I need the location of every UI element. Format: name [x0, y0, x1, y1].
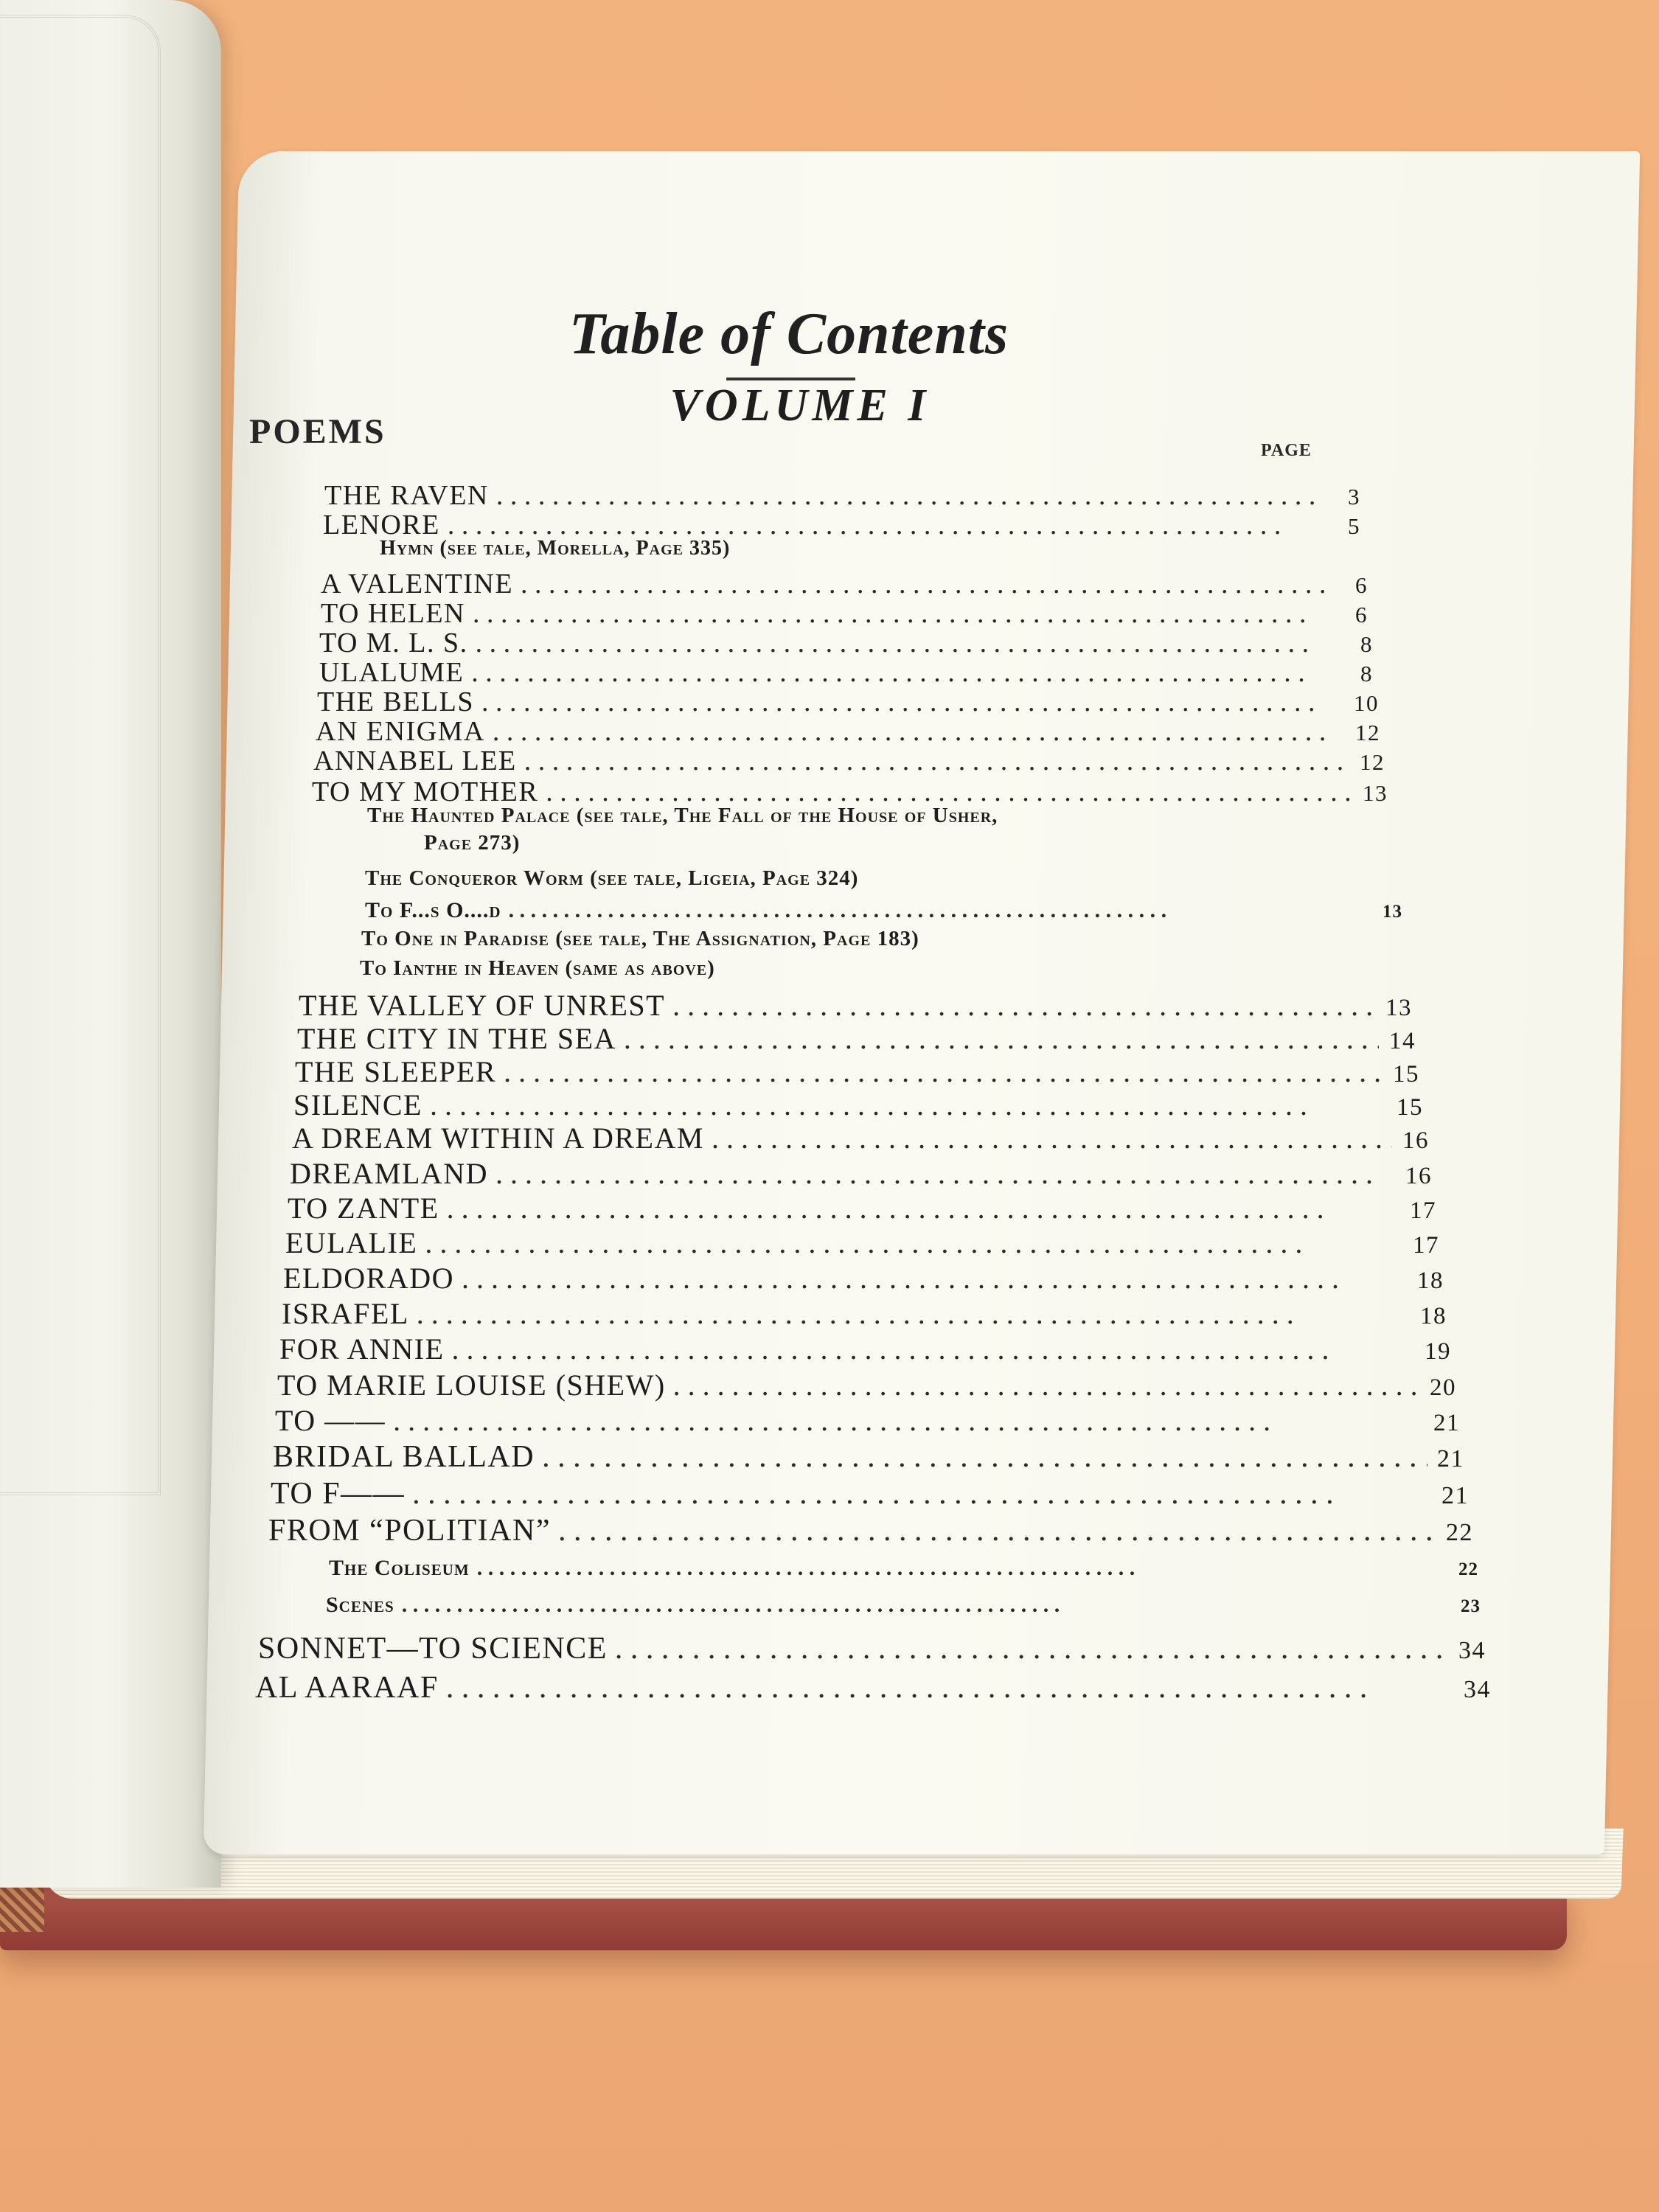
toc-entry-page: 16: [1402, 1127, 1429, 1154]
toc-entry-title: ELDORADO: [283, 1262, 454, 1295]
toc-entry-title: THE BELLS: [317, 686, 474, 717]
toc-entry-title: A DREAM WITHIN A DREAM: [292, 1121, 704, 1155]
toc-entry-page: 23: [1461, 1596, 1481, 1616]
toc-entry-page: 15: [1397, 1094, 1423, 1121]
toc-entry: [319, 656, 1373, 689]
dot-leader: [481, 686, 1342, 718]
toc-entry-page: 14: [1389, 1028, 1416, 1054]
toc-entry-title: TO ZANTE: [288, 1192, 439, 1225]
toc-entry-page: 8: [1360, 631, 1373, 657]
toc-entry-page: 6: [1355, 572, 1368, 598]
toc-entry: [285, 1225, 1439, 1260]
toc-entry-page: 34: [1458, 1637, 1486, 1664]
toc-entry-page: 18: [1420, 1303, 1447, 1329]
dot-leader: [393, 1403, 1423, 1438]
toc-entry: [329, 1556, 1478, 1581]
toc-entry-title: EULALIE: [285, 1226, 418, 1259]
toc-entry-page: 13: [1363, 780, 1388, 806]
toc-entry-title: ANNABEL LEE: [313, 745, 517, 776]
toc-entry: [295, 1054, 1419, 1089]
dot-leader: [558, 1513, 1436, 1548]
toc-entry-page: 8: [1360, 661, 1373, 686]
toc-entry-title: BRIDAL BALLAD: [273, 1440, 535, 1474]
toc-entry-page: 21: [1441, 1482, 1469, 1509]
toc-entry-page: 15: [1393, 1061, 1419, 1088]
dot-leader: [425, 1225, 1402, 1260]
dot-leader: [417, 1296, 1410, 1331]
toc-entry: [293, 1088, 1423, 1122]
toc-entry-title: THE SLEEPER: [295, 1055, 497, 1088]
toc-entry: [282, 1296, 1447, 1331]
toc-entry-page: 12: [1360, 749, 1385, 775]
toc-entry-title: TO MY MOTHER: [312, 776, 539, 807]
toc-entry: [275, 1403, 1460, 1438]
dot-leader: [521, 568, 1331, 600]
toc-entry: [321, 568, 1368, 600]
toc-entry: [324, 479, 1360, 512]
toc-entry: [317, 686, 1379, 718]
dot-leader: [615, 1631, 1449, 1666]
toc-entry: [279, 1332, 1451, 1366]
toc-entry-page: 3: [1348, 484, 1360, 509]
toc-entry: [258, 1631, 1486, 1666]
toc-entry-page: 17: [1410, 1197, 1436, 1224]
toc-entry: [297, 1021, 1416, 1056]
toc-entry-title: TO M. L. S.: [319, 627, 468, 658]
dot-leader: [402, 1593, 1444, 1618]
toc-entry-title: DREAMLAND: [290, 1157, 489, 1190]
toc-entry-title: AL AARAAF: [255, 1671, 439, 1705]
volume-heading: VOLUME I: [669, 380, 931, 431]
toc-entry: [292, 1121, 1429, 1155]
dot-leader: [504, 1054, 1382, 1089]
dot-leader: [477, 1556, 1441, 1581]
toc-entry-title: ISRAFEL: [282, 1297, 409, 1330]
toc-note: Hymn (see tale, Morella, Page 335): [380, 537, 731, 560]
toc-note: The Haunted Palace (see tale, The Fall of the House of Usher,: [367, 804, 998, 827]
toc-entry-page: 5: [1348, 513, 1360, 539]
dot-leader: [452, 1332, 1414, 1366]
dot-leader: [446, 1670, 1454, 1705]
toc-entry: [277, 1368, 1456, 1402]
toc-entry-page: 16: [1405, 1163, 1432, 1189]
dot-leader: [447, 1191, 1399, 1225]
toc-entry-title: ULALUME: [319, 657, 465, 688]
page-title: Table of Contents: [568, 302, 1009, 366]
toc-entry-title: The Coliseum: [329, 1556, 470, 1580]
dot-leader: [471, 656, 1336, 689]
toc-entry: [288, 1191, 1436, 1225]
dot-leader: [624, 1021, 1379, 1056]
dot-leader: [542, 1439, 1427, 1475]
toc-entry: [365, 898, 1402, 923]
dot-leader: [509, 898, 1366, 923]
toc-entry: [326, 1593, 1481, 1618]
toc-entry-title: FROM “POLITIAN”: [268, 1514, 551, 1548]
toc-entry-title: SONNET—TO SCIENCE: [258, 1632, 608, 1666]
toc-note: The Conqueror Worm (see tale, Ligeia, Page 324): [365, 866, 859, 890]
toc-entry-page: 13: [1385, 995, 1412, 1021]
toc-entry: [273, 1439, 1464, 1475]
dot-leader: [712, 1121, 1392, 1155]
toc-entry: [255, 1670, 1491, 1705]
toc-entry-title: THE VALLEY OF UNREST: [299, 989, 666, 1022]
page-column-header: PAGE: [1261, 441, 1312, 460]
toc-entry: [299, 988, 1412, 1023]
toc-entry-title: SILENCE: [293, 1088, 422, 1121]
dot-leader: [673, 1368, 1419, 1402]
toc-entry-page: 20: [1430, 1374, 1456, 1401]
toc-entry-title: TO F——: [271, 1477, 406, 1511]
dot-leader: [462, 1261, 1407, 1295]
dot-leader: [412, 1476, 1432, 1512]
toc-entry: [319, 627, 1373, 659]
toc-entry-title: FOR ANNIE: [279, 1332, 445, 1366]
toc-entry: [268, 1513, 1473, 1548]
toc-note: To One in Paradise (see tale, The Assignation, Page 183): [361, 927, 919, 950]
dot-leader: [495, 1156, 1395, 1191]
toc-entry-page: 21: [1437, 1445, 1464, 1472]
toc-entry-page: 10: [1354, 690, 1379, 716]
toc-entry-title: THE RAVEN: [324, 480, 489, 511]
toc-entry-page: 17: [1413, 1232, 1439, 1259]
toc-note: Page 273): [424, 831, 521, 855]
toc-entry-page: 21: [1433, 1410, 1460, 1436]
toc-entry: [290, 1156, 1432, 1191]
dot-leader: [493, 715, 1343, 748]
toc-entry-title: A VALENTINE: [321, 568, 514, 599]
dot-leader: [476, 627, 1336, 659]
toc-entry-title: TO HELEN: [321, 598, 465, 629]
toc-entry-title: Scenes: [326, 1593, 394, 1617]
toc-entry-page: 13: [1382, 902, 1402, 922]
toc-entry: [321, 597, 1368, 630]
dot-leader: [524, 745, 1348, 777]
toc-entry-page: 18: [1417, 1267, 1444, 1294]
toc-entry-title: THE CITY IN THE SEA: [297, 1022, 616, 1055]
toc-entry: [283, 1261, 1444, 1295]
toc-entry-title: LENORE: [323, 509, 440, 540]
toc-entry-title: AN ENIGMA: [316, 716, 485, 747]
left-page: [0, 0, 221, 1888]
section-heading-poems: POEMS: [249, 412, 386, 451]
toc-entry-page: 12: [1355, 720, 1380, 745]
toc-entry-page: 22: [1446, 1519, 1473, 1546]
toc-entry-page: 34: [1464, 1676, 1491, 1703]
toc-entry-title: TO MARIE LOUISE (SHEW): [277, 1368, 666, 1402]
toc-entry-title: TO ——: [275, 1404, 386, 1437]
dot-leader: [672, 988, 1375, 1023]
toc-note: To Ianthe in Heaven (same as above): [360, 956, 715, 980]
dot-leader: [430, 1088, 1386, 1122]
toc-entry-page: 22: [1458, 1559, 1478, 1579]
toc-entry-title: To F...s O....d: [365, 898, 501, 922]
dot-leader: [473, 597, 1331, 630]
toc-entry-page: 6: [1355, 602, 1368, 627]
toc-entry: [271, 1476, 1469, 1512]
toc-entry: [313, 745, 1385, 777]
dot-leader: [496, 479, 1324, 512]
toc-entry-page: 19: [1425, 1338, 1451, 1365]
toc-entry: [316, 715, 1380, 748]
